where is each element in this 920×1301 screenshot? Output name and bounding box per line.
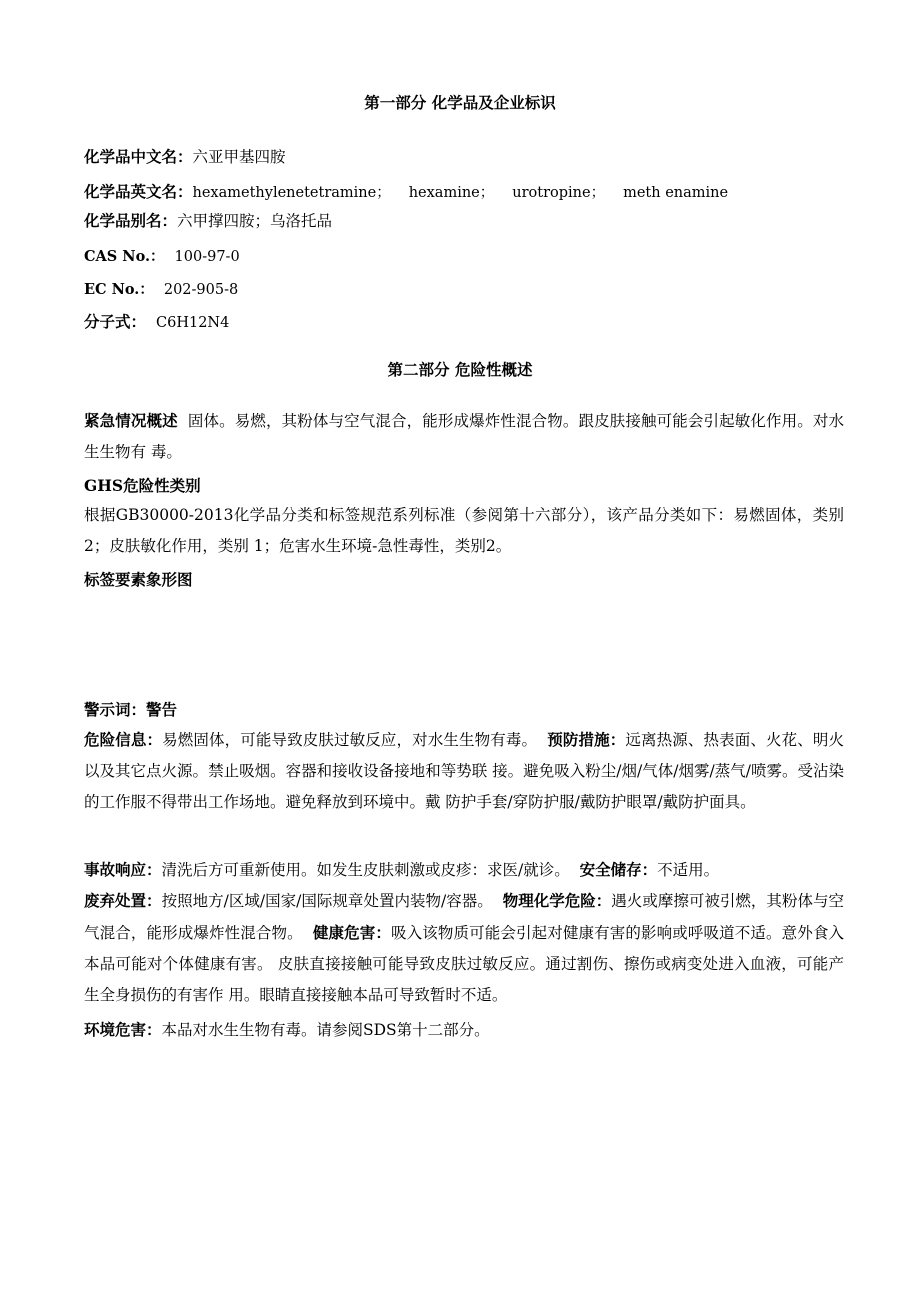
signal-word: 警示词：警告 bbox=[84, 700, 178, 719]
emergency-text: 固体。易燃，其粉体与空气混合，能形成爆炸性混合物。跟皮肤接触可能会引起敏化作用。对水生生物有 毒。 bbox=[84, 412, 844, 461]
cn-name-row bbox=[84, 145, 286, 167]
response-label: 事故响应： bbox=[84, 860, 162, 879]
hazard-info-label: 危险信息： bbox=[84, 730, 163, 749]
physchem-text: 遇火或摩擦可被引燃，其粉体与空气混合，能形成爆炸性混合物。 bbox=[84, 892, 844, 942]
pictogram-label: 标签要素象形图 bbox=[84, 570, 193, 589]
storage-text: 不适用。 bbox=[657, 861, 720, 879]
en-name-1: hexamethylenetetramine； bbox=[192, 185, 391, 201]
cn-name-label: 化学品中文名： bbox=[84, 147, 193, 166]
en-name-row bbox=[84, 180, 728, 202]
precaution-label: 预防措施： bbox=[547, 730, 626, 749]
env-text: 本品对水生生物有毒。请参阅SDS第十二部分。 bbox=[161, 1021, 490, 1039]
ghs-label: GHS危险性类别 bbox=[84, 476, 201, 495]
hazard-info-text: 易燃固体，可能导致皮肤过敏反应，对水生生物有毒。 bbox=[162, 731, 538, 749]
en-name-4: meth enamine bbox=[623, 185, 729, 201]
emergency-label: 紧急情况概述 bbox=[84, 411, 178, 430]
alias-label: 化学品别名： bbox=[84, 211, 178, 230]
en-name-3: urotropine； bbox=[512, 185, 606, 201]
emergency-overview bbox=[84, 405, 844, 468]
ec-label: EC No.： bbox=[84, 281, 154, 298]
hazard-info-block bbox=[84, 724, 844, 818]
en-name-2: hexamine； bbox=[408, 185, 495, 201]
response-block bbox=[84, 854, 844, 886]
formula-value: C6H12N4 bbox=[156, 315, 230, 331]
cas-label: CAS No.： bbox=[84, 248, 165, 265]
physchem-label: 物理化学危险： bbox=[502, 891, 612, 910]
health-label: 健康危害： bbox=[312, 923, 391, 942]
section1-title: 第一部分 化学品及企业标识 bbox=[364, 93, 556, 112]
alias-row bbox=[84, 209, 332, 231]
cas-value: 100-97-0 bbox=[174, 249, 240, 265]
en-name-label: 化学品英文名： bbox=[84, 182, 193, 201]
formula-label: 分子式： bbox=[84, 312, 147, 331]
env-label: 环境危害： bbox=[84, 1020, 162, 1039]
alias-value: 六甲撑四胺；乌洛托品 bbox=[177, 212, 333, 230]
ghs-text: 根据GB30000-2013化学品分类和标签规范系列标准（参阅第十六部分），该产品分类如下：易燃固体，类别2；皮肤敏化作用，类别 1；危害水生环境-急性毒性，类别2。 bbox=[84, 506, 844, 555]
cas-row bbox=[84, 245, 240, 266]
env-block bbox=[84, 1014, 844, 1046]
response-text: 清洗后方可重新使用。如发生皮肤刺激或皮疹：求医/就诊。 bbox=[161, 861, 570, 879]
cn-name-value: 六亚甲基四胺 bbox=[192, 148, 286, 166]
section2-title: 第二部分 危险性概述 bbox=[387, 360, 533, 379]
health-text: 吸入该物质可能会引起对健康有害的影响或呼吸道不适。意外食入本品可能对个体健康有害。 皮肤直接接触可能导致皮肤过敏反应。通过割伤、擦伤或病变处进入血液，可能产生全身损伤的有害作 用。眼睛直接接触本品可导致暂时不适。 bbox=[84, 924, 844, 1004]
ec-value: 202-905-8 bbox=[163, 282, 239, 298]
formula-row bbox=[84, 310, 229, 332]
disposal-text: 按照地方/区域/国家/国际规章处置内装物/容器。 bbox=[161, 892, 493, 910]
storage-label: 安全储存： bbox=[579, 860, 658, 879]
disposal-label: 废弃处置： bbox=[84, 891, 162, 910]
precaution-text: 远离热源、热表面、火花、明火以及其它点火源。禁止吸烟。容器和接收设备接地和等势联 接。避免吸入粉尘/烟/气体/烟雾/蒸气/喷雾。受沾染的工作服不得带出工作场地。避免释放到环境中。戴 防护手套/穿防护服/戴防护眼罩/戴防护面具。 bbox=[84, 731, 844, 811]
ec-row bbox=[84, 278, 238, 299]
disposal-block bbox=[84, 885, 844, 1011]
